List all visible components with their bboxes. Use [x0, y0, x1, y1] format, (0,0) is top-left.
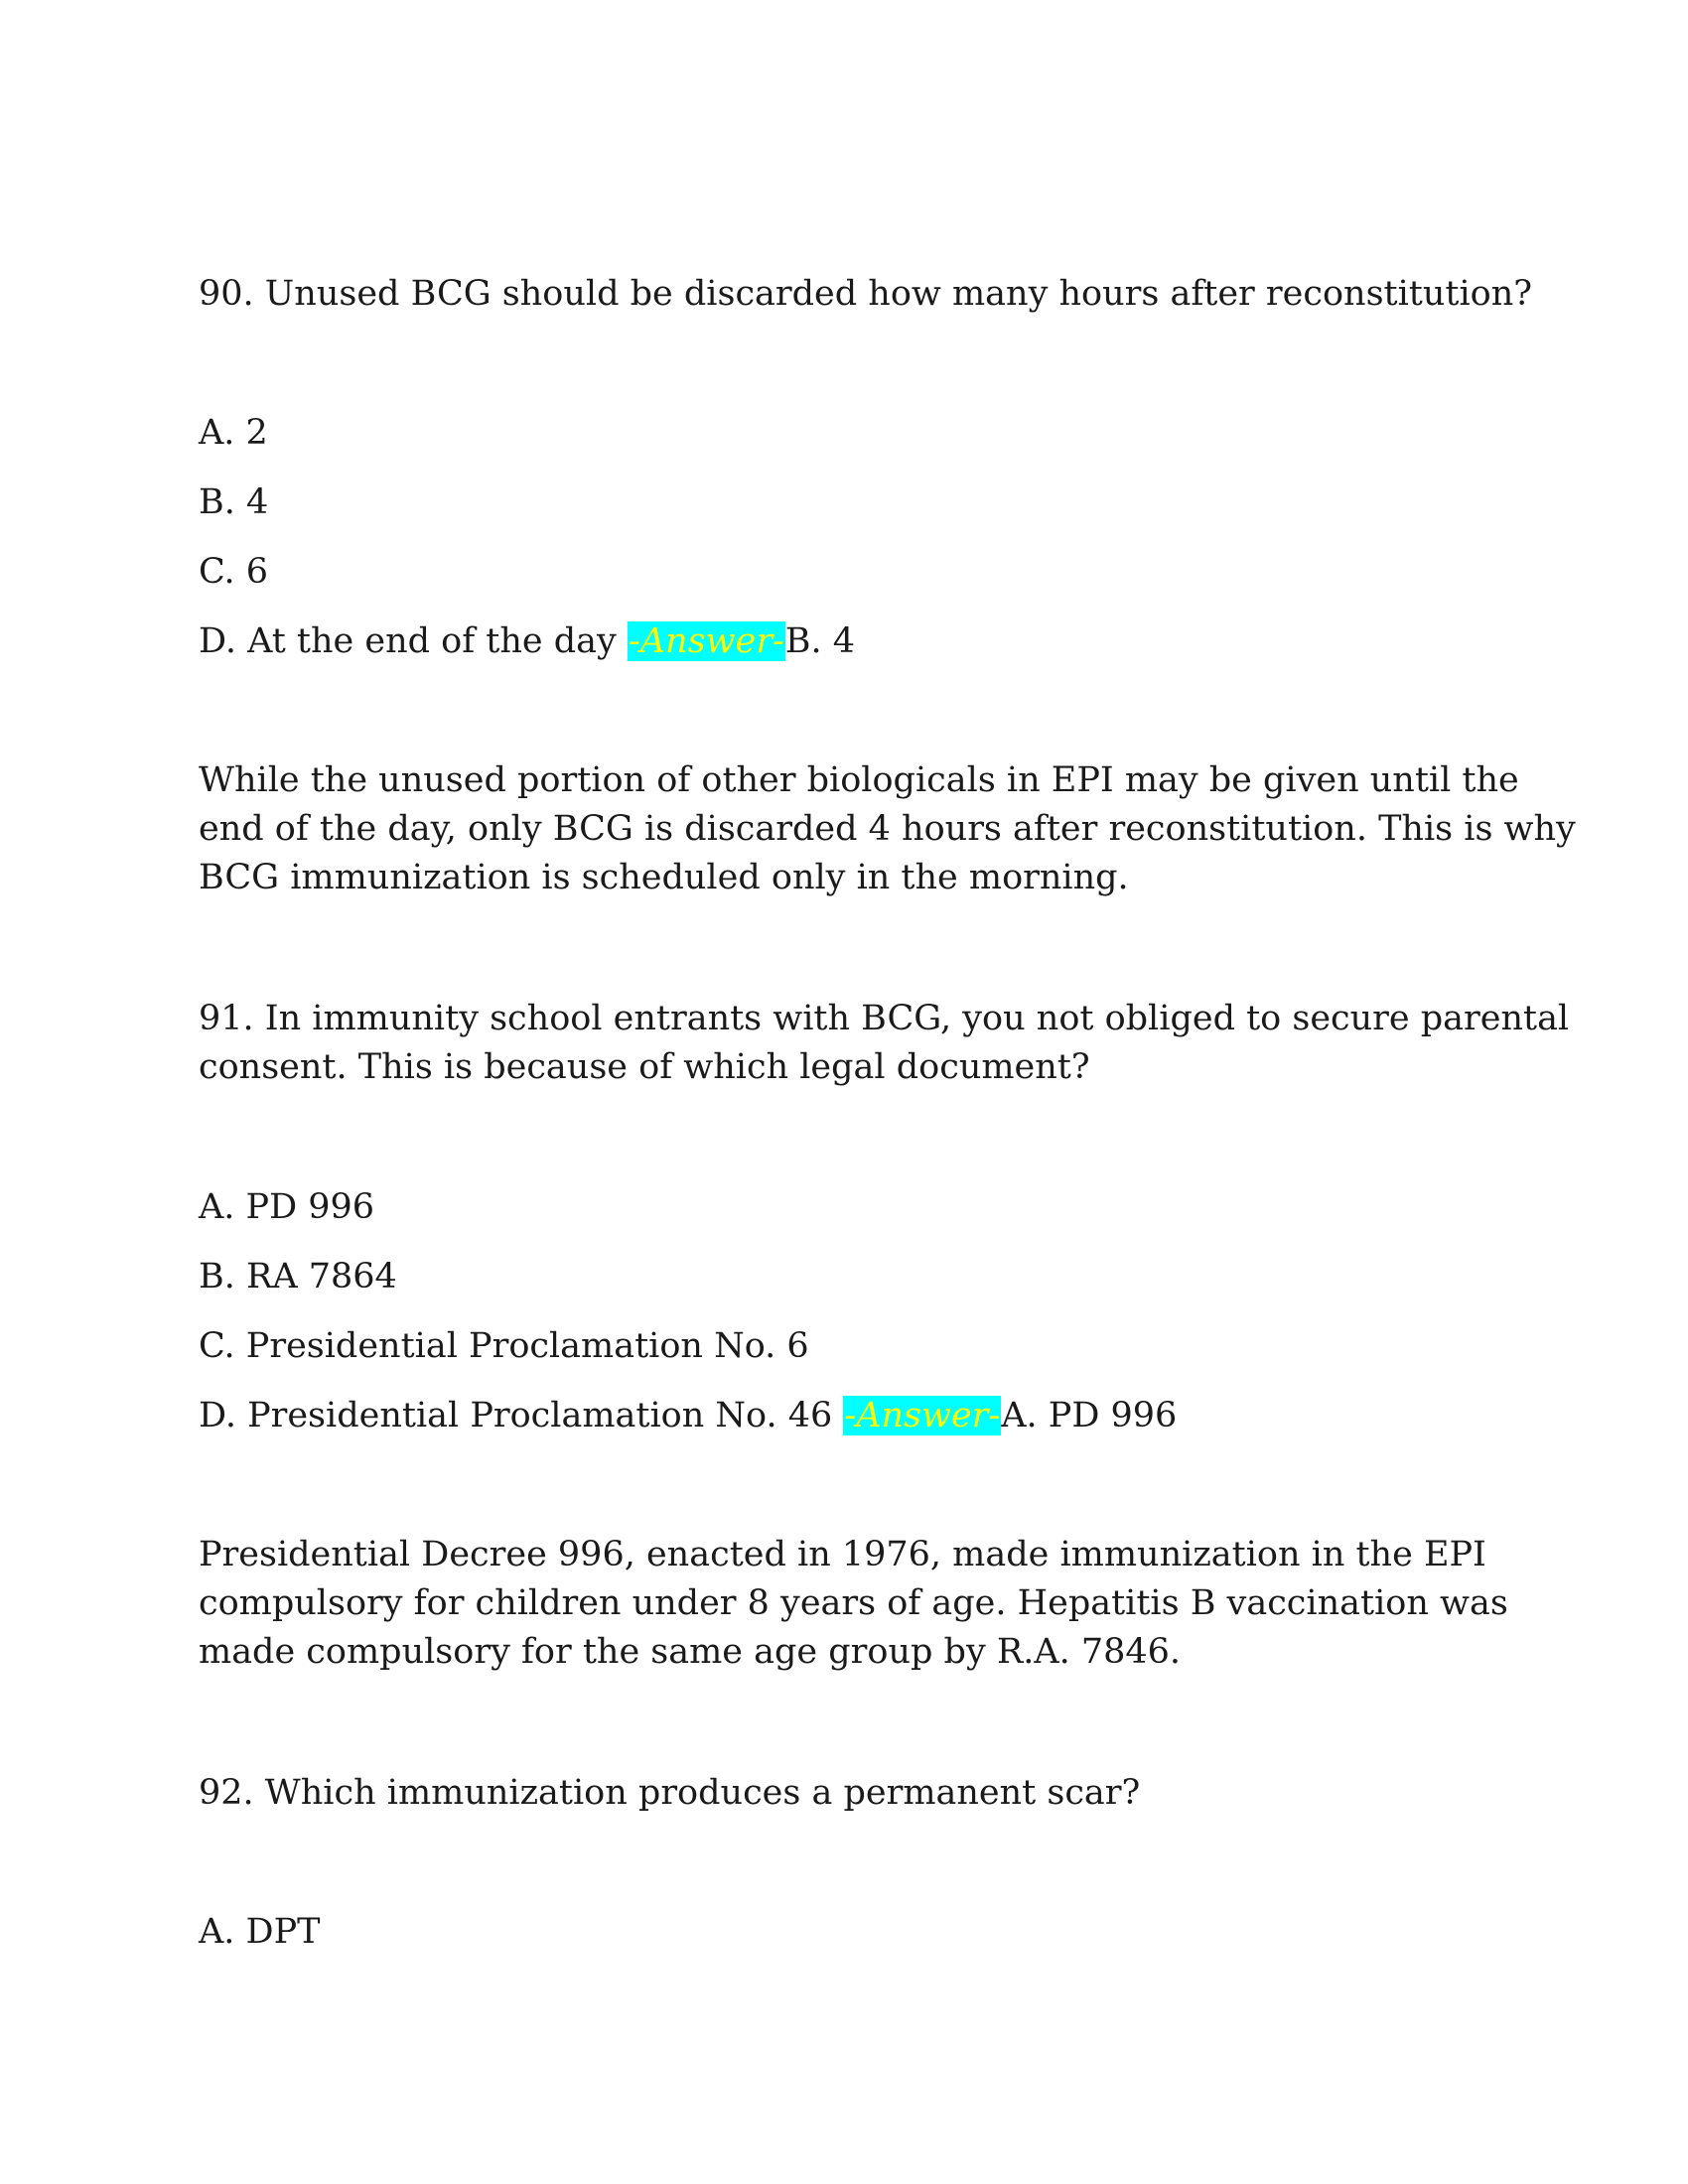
- q90-option-d-line: [199, 617, 855, 666]
- q90-answer: B. 4: [784, 621, 856, 661]
- question-line: consent. This is because of which legal document?: [199, 1047, 1090, 1087]
- explanation-line: compulsory for children under 8 years of age. Hepatitis B vaccination was: [199, 1583, 1508, 1623]
- q91-option-b: B. RA 7864: [199, 1257, 397, 1297]
- explanation-line: made compulsory for the same age group by R.A. 7846.: [199, 1632, 1182, 1672]
- q91-option-a: A. PD 996: [199, 1187, 375, 1227]
- explanation-line: BCG immunization is scheduled only in the morning.: [199, 858, 1129, 897]
- q90-option-a: A. 2: [199, 413, 268, 453]
- q92-option-a: A. DPT: [199, 1912, 321, 1952]
- explanation-line: end of the day, only BCG is discarded 4 hours after reconstitution. This is why: [199, 809, 1576, 849]
- q91-option-c: C. Presidential Proclamation No. 6: [199, 1326, 809, 1366]
- q90-explanation: [199, 756, 1576, 902]
- explanation-line: Presidential Decree 996, enacted in 1976, made immunization in the EPI: [199, 1535, 1486, 1574]
- q90-option-d: D. At the end of the day: [199, 621, 617, 661]
- question-90: 90. Unused BCG should be discarded how many hours after reconstitution?: [199, 274, 1533, 314]
- q91-option-d-line: [199, 1392, 1177, 1440]
- question-92: 92. Which immunization produces a permanent scar?: [199, 1773, 1141, 1813]
- q91-explanation: [199, 1531, 1508, 1677]
- q90-option-b: B. 4: [199, 482, 269, 522]
- explanation-line: While the unused portion of other biologicals in EPI may be given until the: [199, 760, 1519, 800]
- q91-option-d: D. Presidential Proclamation No. 46: [199, 1396, 833, 1435]
- answer-highlight: -Answer-: [628, 621, 784, 661]
- answer-highlight: -Answer-: [844, 1396, 1001, 1435]
- question-91: [199, 995, 1570, 1092]
- question-line: 91. In immunity school entrants with BCG, you not obliged to secure parental: [199, 999, 1570, 1038]
- q91-answer: A. PD 996: [1001, 1396, 1178, 1435]
- q90-option-c: C. 6: [199, 552, 269, 592]
